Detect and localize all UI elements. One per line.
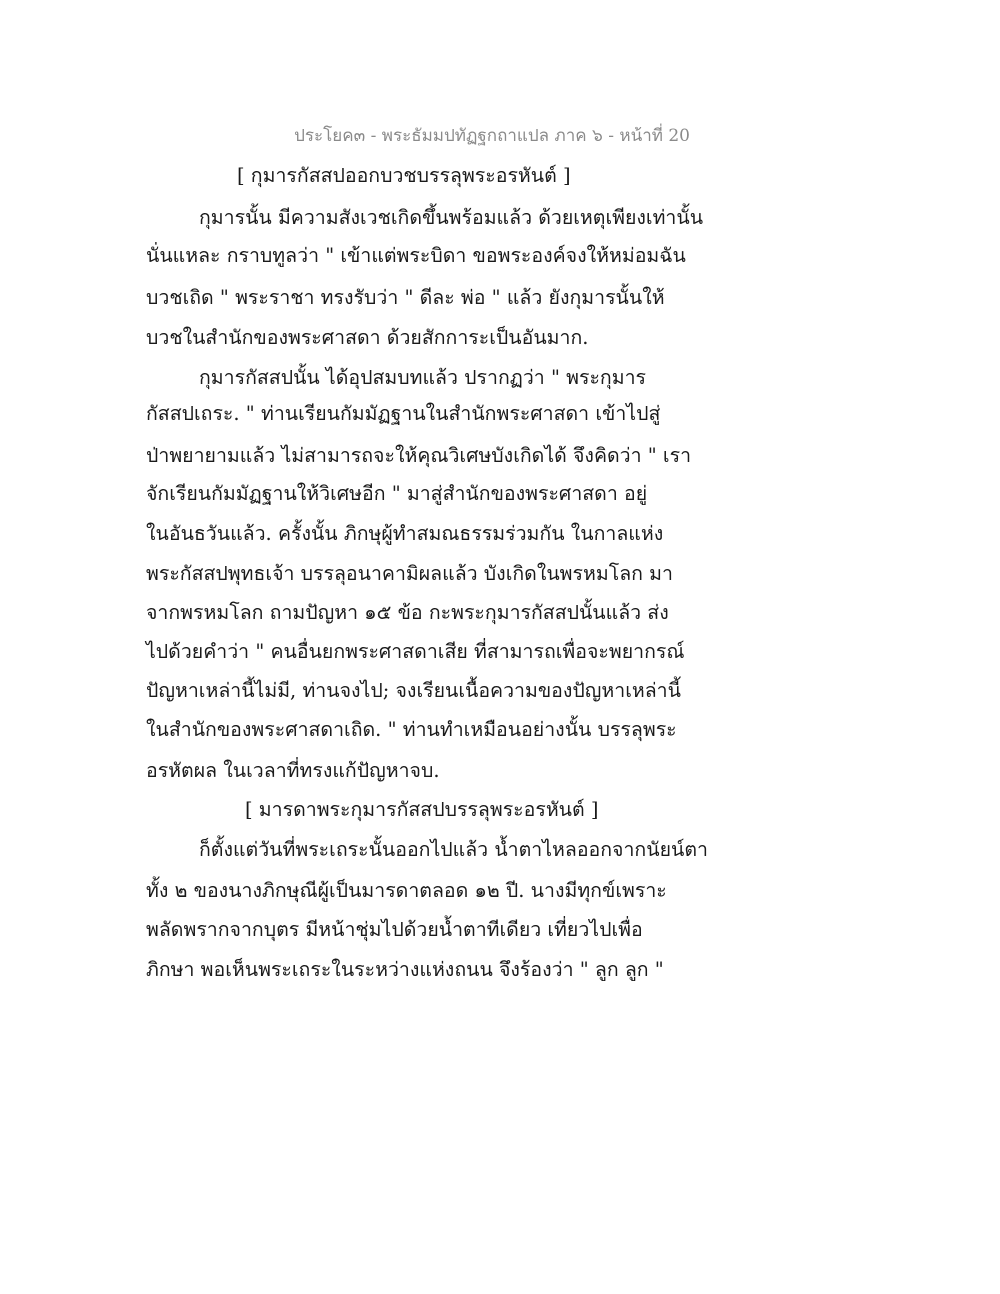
text-line: ทั้ง ๒ ของนางภิกษุณีผู้เป็นมารดาตลอด ๑๒ ปี. นางมีทุกข์เพราะ — [146, 879, 667, 902]
page-header: ประโยค๓ - พระธัมมปทัฏฐกถาแปล ภาค ๖ - หน้าที่ 20 — [294, 126, 690, 146]
text-line: กุมารกัสสปนั้น ได้อุปสมบทแล้ว ปรากฏว่า " พระกุมาร — [199, 366, 646, 389]
text-line: นั่นแหละ กราบทูลว่า " เข้าแต่พระบิดา ขอพระองค์จงให้หม่อมฉัน — [146, 244, 686, 267]
text-line: จากพรหมโลก ถามปัญหา ๑๕ ข้อ กะพระกุมารกัสสปนั้นแล้ว ส่ง — [146, 601, 669, 624]
text-line: ในอันธวันแล้ว. ครั้งนั้น ภิกษุผู้ทำสมณธรรมร่วมกัน ในกาลแห่ง — [146, 522, 664, 545]
text-line: กัสสปเถระ. " ท่านเรียนกัมมัฏฐานในสำนักพระศาสดา เข้าไปสู่ — [146, 402, 661, 425]
text-line: บวชเถิด " พระราชา ทรงรับว่า " ดีละ พ่อ " แล้ว ยังกุมารนั้นให้ — [146, 286, 665, 309]
text-line: กุมารนั้น มีความสังเวชเกิดขึ้นพร้อมแล้ว ด้วยเหตุเพียงเท่านั้น — [199, 206, 704, 229]
text-line: อรหัตผล ในเวลาที่ทรงแก้ปัญหาจบ. — [146, 759, 440, 782]
text-line: ป่าพยายามแล้ว ไม่สามารถจะให้คุณวิเศษบังเกิดได้ จึงคิดว่า " เรา — [146, 444, 692, 467]
text-line: บวชในสำนักของพระศาสดา ด้วยสักการะเป็นอันมาก. — [146, 326, 589, 349]
text-line: ในสำนักของพระศาสดาเถิด. " ท่านทำเหมือนอย่างนั้น บรรลุพระ — [146, 718, 677, 741]
text-line: ภิกษา พอเห็นพระเถระในระหว่างแห่งถนน จึงร้องว่า " ลูก ลูก " — [146, 958, 664, 981]
text-line: ไปด้วยคำว่า " คนอื่นยกพระศาสดาเสีย ที่สามารถเพื่อจะพยากรณ์ — [146, 640, 685, 663]
section-heading: [ กุมารกัสสปออกบวชบรรลุพระอรหันต์ ] — [237, 164, 571, 187]
text-line: ปัญหาเหล่านี้ไม่มี, ท่านจงไป; จงเรียนเนื้อความของปัญหาเหล่านี้ — [146, 679, 681, 702]
text-line: พระกัสสปพุทธเจ้า บรรลุอนาคามิผลแล้ว บังเกิดในพรหมโลก มา — [146, 562, 673, 585]
text-line: พลัดพรากจากบุตร มีหน้าชุ่มไปด้วยน้ำตาทีเดียว เที่ยวไปเพื่อ — [146, 918, 643, 941]
text-line: จักเรียนกัมมัฏฐานให้วิเศษอีก " มาสู่สำนักของพระศาสดา อยู่ — [146, 482, 648, 505]
section-heading: [ มารดาพระกุมารกัสสปบรรลุพระอรหันต์ ] — [245, 798, 599, 821]
text-line: ก็ตั้งแต่วันที่พระเถระนั้นออกไปแล้ว น้ำตาไหลออกจากนัยน์ตา — [199, 838, 708, 861]
